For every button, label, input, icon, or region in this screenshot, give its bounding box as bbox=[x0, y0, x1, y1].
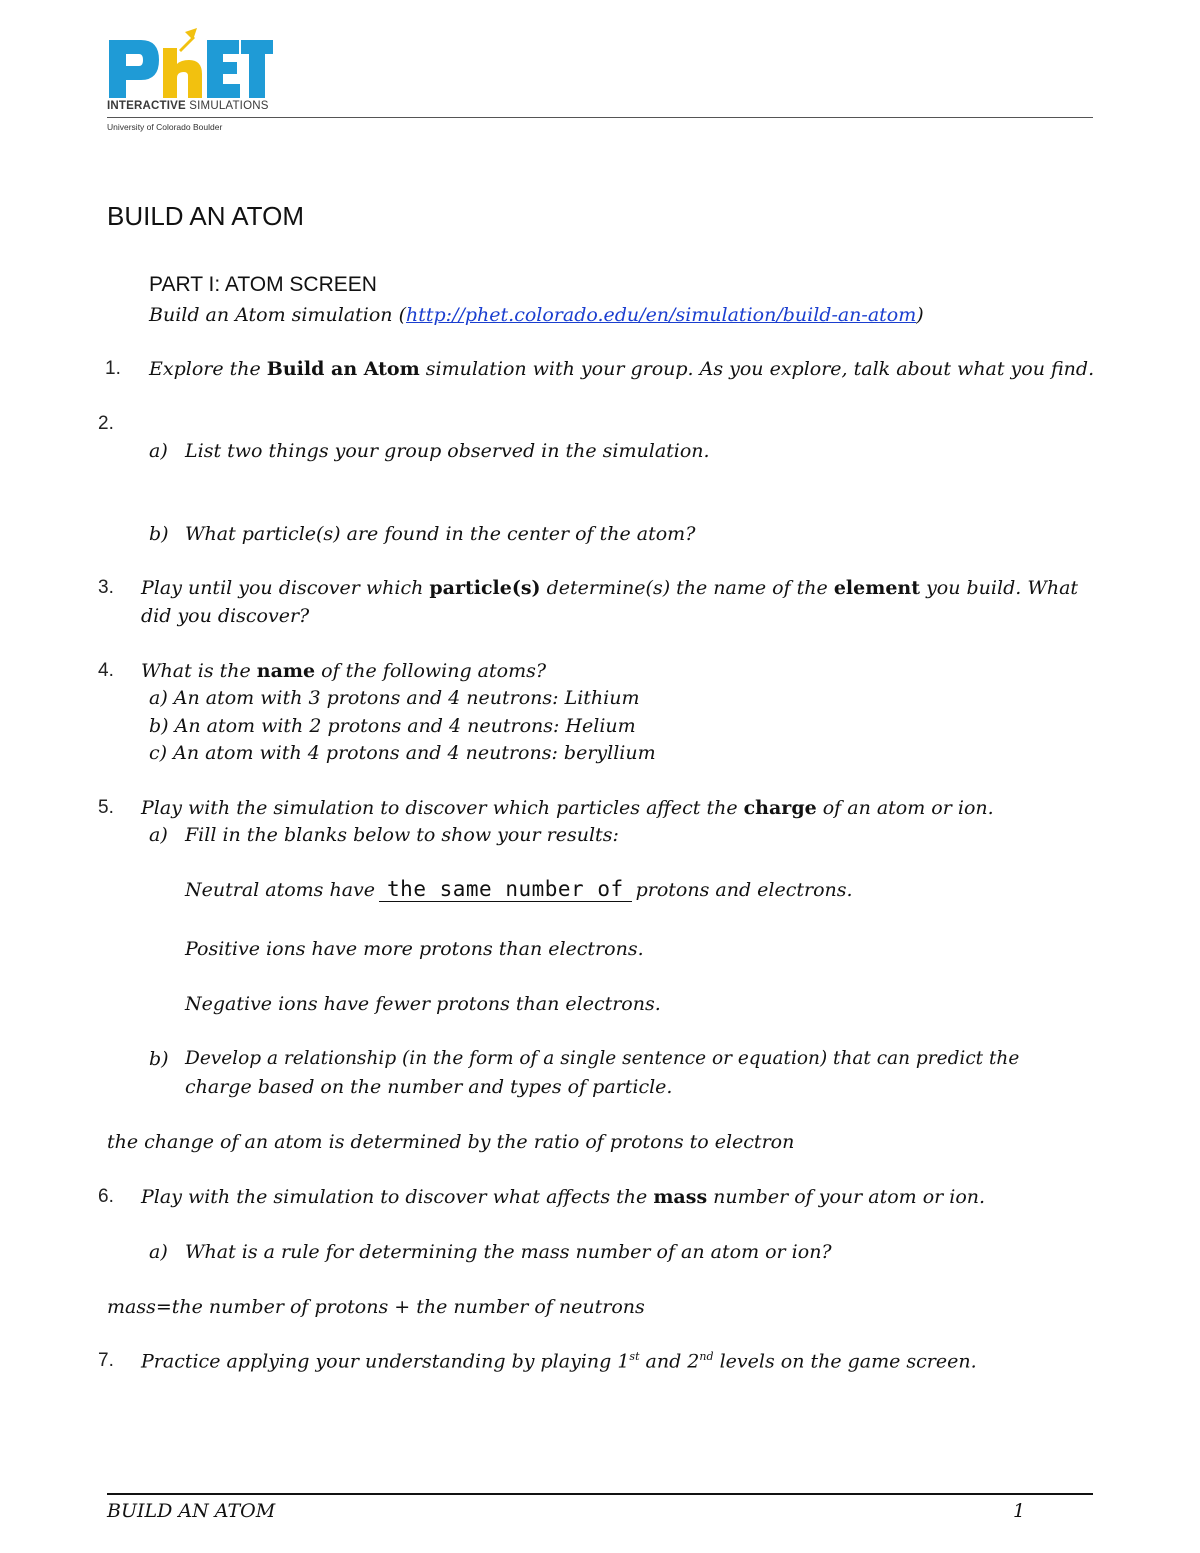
sim-reference bbox=[149, 304, 924, 326]
q4a-answer: a) An atom with 3 protons and 4 neutrons: Lithium bbox=[149, 687, 640, 709]
footer-rule bbox=[107, 1493, 1093, 1495]
q3-text-line2: did you discover? bbox=[141, 605, 310, 627]
logo-university: University of Colorado Boulder bbox=[107, 122, 223, 132]
q3-bold-element: element bbox=[833, 577, 921, 599]
q4c-answer: c) An atom with 4 protons and 4 neutrons: beryllium bbox=[149, 742, 656, 764]
page-title: BUILD AN ATOM bbox=[107, 201, 304, 231]
phet-logo bbox=[107, 28, 277, 136]
positive-ions-line: Positive ions have more protons than electrons. bbox=[185, 938, 644, 960]
q5a-text: Fill in the blanks below to show your results: bbox=[185, 824, 619, 846]
sim-prefix: Build an Atom simulation ( bbox=[149, 304, 407, 326]
q3-number: 3. bbox=[98, 577, 114, 598]
q5b-text-line2: charge based on the number and types of particle. bbox=[185, 1076, 673, 1098]
q2a-text: List two things your group observed in the simulation. bbox=[185, 440, 710, 462]
q5b-text-line1: Develop a relationship (in the form of a single sentence or equation) that can predict the bbox=[185, 1048, 1020, 1069]
q6a-text: What is a rule for determining the mass number of an atom or ion? bbox=[185, 1241, 832, 1263]
q4-number: 4. bbox=[98, 660, 114, 681]
q6-number: 6. bbox=[98, 1186, 114, 1207]
q2b-label: b) bbox=[149, 523, 169, 545]
footer-page-number: 1 bbox=[1013, 1500, 1026, 1522]
phet-logo-mark bbox=[107, 28, 277, 108]
q7-sup-st: st bbox=[629, 1350, 640, 1363]
negative-ions-line: Negative ions have fewer protons than electrons. bbox=[185, 993, 661, 1015]
logo-tagline-light: SIMULATIONS bbox=[189, 100, 269, 112]
q2a-label: a) bbox=[149, 440, 168, 462]
q6-bold: mass bbox=[653, 1186, 708, 1208]
q4b-answer: b) An atom with 2 protons and 4 neutrons: Helium bbox=[149, 715, 636, 737]
q5a-label: a) bbox=[149, 824, 168, 846]
q4-text: What is the name of the following atoms? bbox=[141, 660, 547, 682]
q5-number: 5. bbox=[98, 797, 114, 818]
q7-number: 7. bbox=[98, 1350, 114, 1371]
q5b-label: b) bbox=[149, 1048, 169, 1070]
q6a-label: a) bbox=[149, 1241, 168, 1263]
q5-bold: charge bbox=[743, 797, 817, 819]
q4-bold: name bbox=[256, 660, 316, 682]
q1-number: 1. bbox=[105, 358, 121, 379]
q7-text: Practice applying your understanding by playing 1st and 2nd levels on the game screen. bbox=[141, 1350, 977, 1373]
sim-suffix: ) bbox=[916, 304, 924, 326]
q1-bold: Build an Atom bbox=[266, 358, 420, 380]
q5-answer: the change of an atom is determined by the ratio of protons to electron bbox=[107, 1131, 795, 1153]
q7-sup-nd: nd bbox=[699, 1350, 714, 1363]
sim-link[interactable]: http://phet.colorado.edu/en/simulation/build-an-atom bbox=[406, 304, 917, 326]
neutral-answer-blank[interactable]: the same number of bbox=[379, 877, 632, 902]
header-rule bbox=[107, 117, 1093, 118]
q2-number: 2. bbox=[98, 413, 114, 434]
q6-text: Play with the simulation to discover what affects the mass number of your atom or ion. bbox=[141, 1186, 986, 1208]
neutral-atoms-line: Neutral atoms have the same number of protons and electrons. bbox=[185, 877, 853, 901]
logo-tagline-bold: INTERACTIVE bbox=[107, 100, 186, 112]
q6-answer: mass=the number of protons + the number of neutrons bbox=[107, 1296, 645, 1318]
q3-bold-particles: particle(s) bbox=[429, 577, 541, 599]
footer-title: BUILD AN ATOM bbox=[107, 1500, 276, 1522]
q5-text: Play with the simulation to discover which particles affect the charge of an atom or ion. bbox=[141, 797, 994, 819]
part-heading: PART I: ATOM SCREEN bbox=[149, 273, 377, 296]
q2b-text: What particle(s) are found in the center of the atom? bbox=[185, 523, 696, 545]
q1-text: Explore the Build an Atom simulation with your group. As you explore, talk about what you find. bbox=[149, 358, 1095, 380]
q3-text-line1: Play until you discover which particle(s) determine(s) the name of the element you build. What bbox=[141, 577, 1079, 599]
